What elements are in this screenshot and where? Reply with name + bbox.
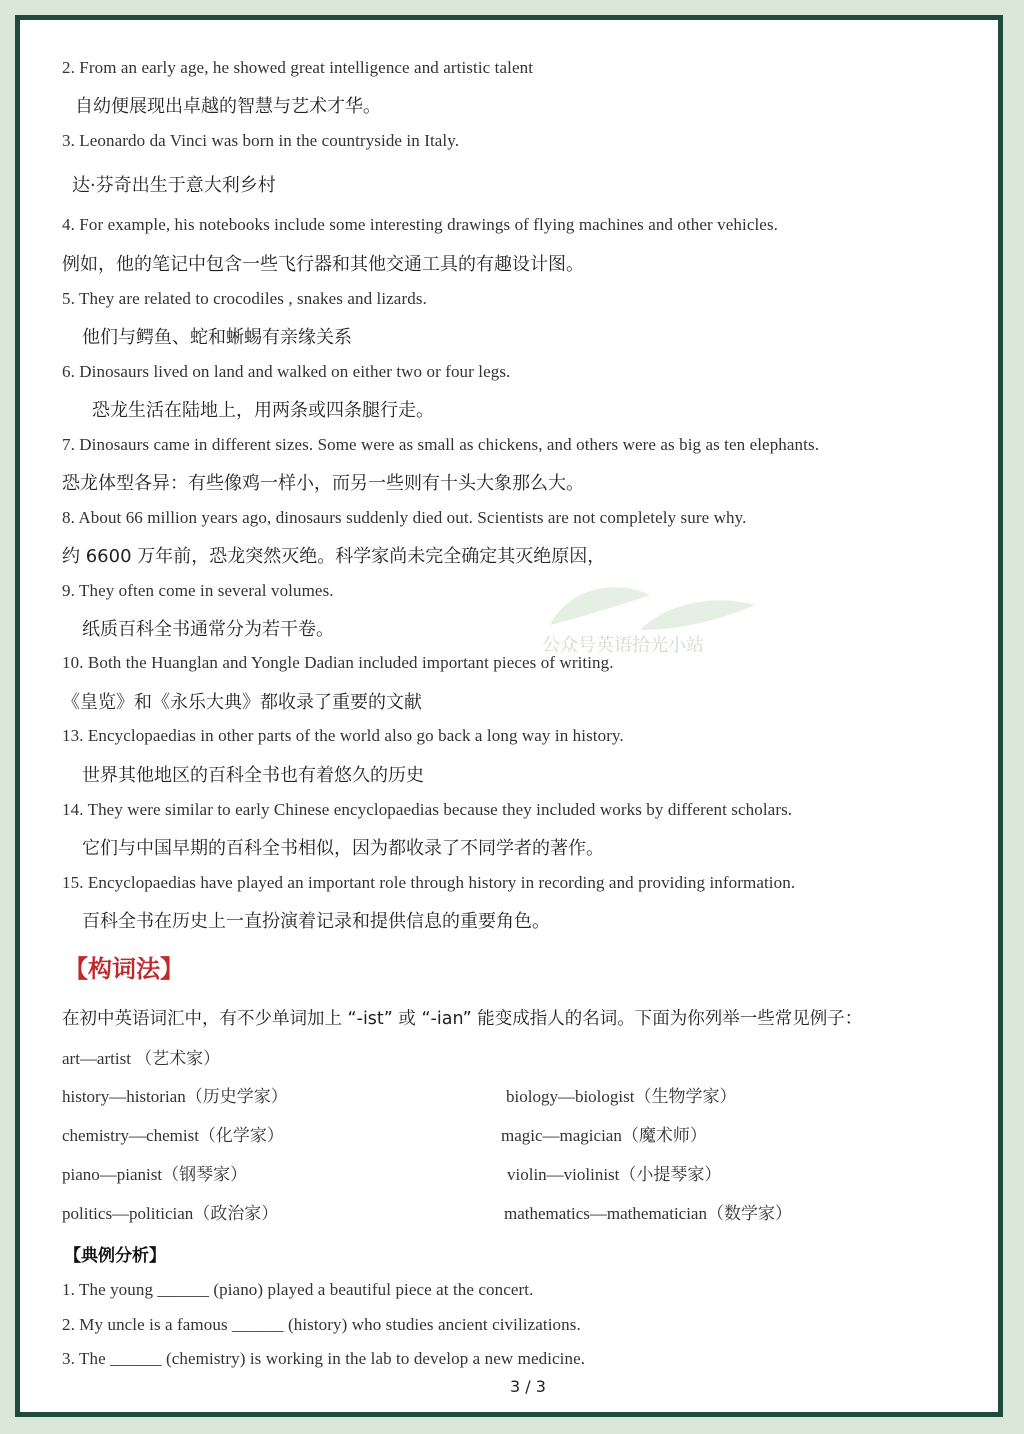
word-pair: history—historian（历史学家） xyxy=(62,1087,288,1106)
section-intro: 在初中英语词汇中，有不少单词加上 “-ist” 或 “-ian” 能变成指人的名词。下面为你列举一些常见例子： xyxy=(62,1009,863,1029)
example-item: 1. The young ______ (piano) played a beautiful piece at the concert. xyxy=(62,1280,534,1299)
word-pair: politics—politician（政治家） xyxy=(62,1204,279,1223)
sentence-zh: 自幼便展现出卓越的智慧与艺术才华。 xyxy=(75,96,381,117)
sentence-zh: 《皇览》和《永乐大典》都收录了重要的文献 xyxy=(62,692,422,713)
sentence-en: 3. Leonardo da Vinci was born in the countryside in Italy. xyxy=(62,131,460,150)
watermark xyxy=(530,575,770,665)
sentence-en: 14. They were similar to early Chinese encyclopaedias because they included works by different scholars. xyxy=(62,800,793,819)
section-heading: 【构词法】 xyxy=(64,955,184,983)
sentence-en: 6. Dinosaurs lived on land and walked on either two or four legs. xyxy=(62,362,511,381)
page-frame xyxy=(15,15,1003,1417)
sentence-en: 9. They often come in several volumes. xyxy=(62,581,334,600)
word-pair: violin—violinist（小提琴家） xyxy=(507,1165,722,1184)
sentence-en: 7. Dinosaurs came in different sizes. Some were as small as chickens, and others were as big as ten elephants. xyxy=(62,435,820,454)
sentence-zh: 约 6600 万年前，恐龙突然灭绝。科学家尚未完全确定其灭绝原因， xyxy=(62,546,606,567)
sentence-zh: 他们与鳄鱼、蛇和蜥蜴有亲缘关系 xyxy=(82,327,352,348)
word-pair: biology—biologist（生物学家） xyxy=(506,1087,737,1106)
sentence-zh: 它们与中国早期的百科全书相似，因为都收录了不同学者的著作。 xyxy=(82,838,604,859)
sentence-zh: 世界其他地区的百科全书也有着悠久的历史 xyxy=(82,765,424,786)
sentence-zh: 纸质百科全书通常分为若干卷。 xyxy=(82,619,334,640)
word-pair: chemistry—chemist（化学家） xyxy=(62,1126,284,1145)
word-pair: piano—pianist（钢琴家） xyxy=(62,1165,248,1184)
sentence-zh: 达·芬奇出生于意大利乡村 xyxy=(72,175,276,196)
sentence-zh: 百科全书在历史上一直扮演着记录和提供信息的重要角色。 xyxy=(82,911,550,932)
sentence-en: 5. They are related to crocodiles , snakes and lizards. xyxy=(62,289,427,308)
sentence-zh: 例如，他的笔记中包含一些飞行器和其他交通工具的有趣设计图。 xyxy=(62,254,584,275)
sentence-zh: 恐龙生活在陆地上，用两条或四条腿行走。 xyxy=(92,400,434,421)
page-content xyxy=(20,20,998,1412)
sentence-en: 4. For example, his notebooks include some interesting drawings of flying machines and other vehicles. xyxy=(62,215,779,234)
word-pair: art—artist （艺术家） xyxy=(62,1049,221,1068)
examples-heading: 【典例分析】 xyxy=(64,1246,166,1266)
sentence-zh: 恐龙体型各异：有些像鸡一样小，而另一些则有十头大象那么大。 xyxy=(62,473,584,494)
page-number: 3 / 3 xyxy=(510,1377,546,1396)
word-pair: magic—magician（魔术师） xyxy=(501,1126,707,1145)
leaf-watermark-icon xyxy=(530,575,770,635)
example-item: 3. The ______ (chemistry) is working in the lab to develop a new medicine. xyxy=(62,1349,586,1368)
sentence-en: 15. Encyclopaedias have played an important role through history in recording and providing information. xyxy=(62,873,796,892)
watermark-text: 公众号英语拾光小站 xyxy=(542,635,704,656)
sentence-en: 2. From an early age, he showed great intelligence and artistic talent xyxy=(62,58,534,77)
word-pair: mathematics—mathematician（数学家） xyxy=(504,1204,792,1223)
example-item: 2. My uncle is a famous ______ (history) who studies ancient civilizations. xyxy=(62,1315,581,1334)
sentence-en: 10. Both the Huanglan and Yongle Dadian included important pieces of writing. xyxy=(62,653,614,672)
sentence-en: 8. About 66 million years ago, dinosaurs suddenly died out. Scientists are not completely sure why. xyxy=(62,508,747,527)
sentence-en: 13. Encyclopaedias in other parts of the world also go back a long way in history. xyxy=(62,726,624,745)
